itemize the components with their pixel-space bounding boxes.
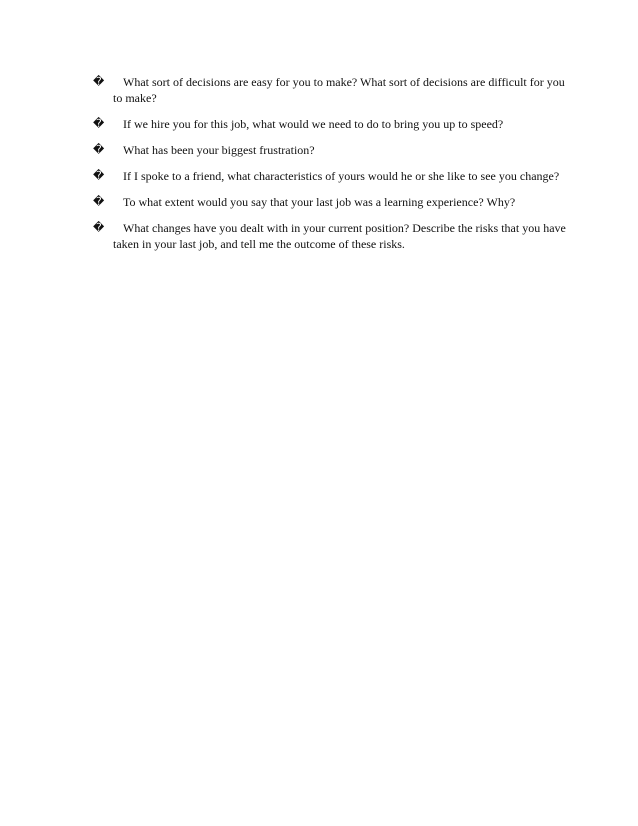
bullet-icon: �	[93, 169, 105, 182]
question-text: To what extent would you say that your last job was a learning experience? Why?	[123, 195, 516, 209]
bullet-icon: �	[93, 117, 105, 130]
list-item	[93, 74, 573, 106]
list-item	[93, 194, 573, 210]
question-text: If we hire you for this job, what would we need to do to bring you up to speed?	[123, 117, 504, 131]
bullet-icon: �	[93, 195, 105, 208]
question-text: What has been your biggest frustration?	[123, 143, 315, 157]
list-item	[93, 142, 573, 158]
list-item	[93, 220, 573, 252]
list-item	[93, 116, 573, 132]
bullet-icon: �	[93, 143, 105, 156]
question-list	[93, 74, 573, 262]
question-text: If I spoke to a friend, what characteristics of yours would he or she like to see you change?	[123, 169, 560, 183]
list-item	[93, 168, 573, 184]
question-text: What changes have you dealt with in your current position? Describe the risks that you have taken in your last job, and tell me the outcome of these risks.	[113, 221, 566, 251]
question-text: What sort of decisions are easy for you to make? What sort of decisions are difficult for you to make?	[113, 75, 565, 105]
bullet-icon: �	[93, 75, 105, 88]
bullet-icon: �	[93, 221, 105, 234]
